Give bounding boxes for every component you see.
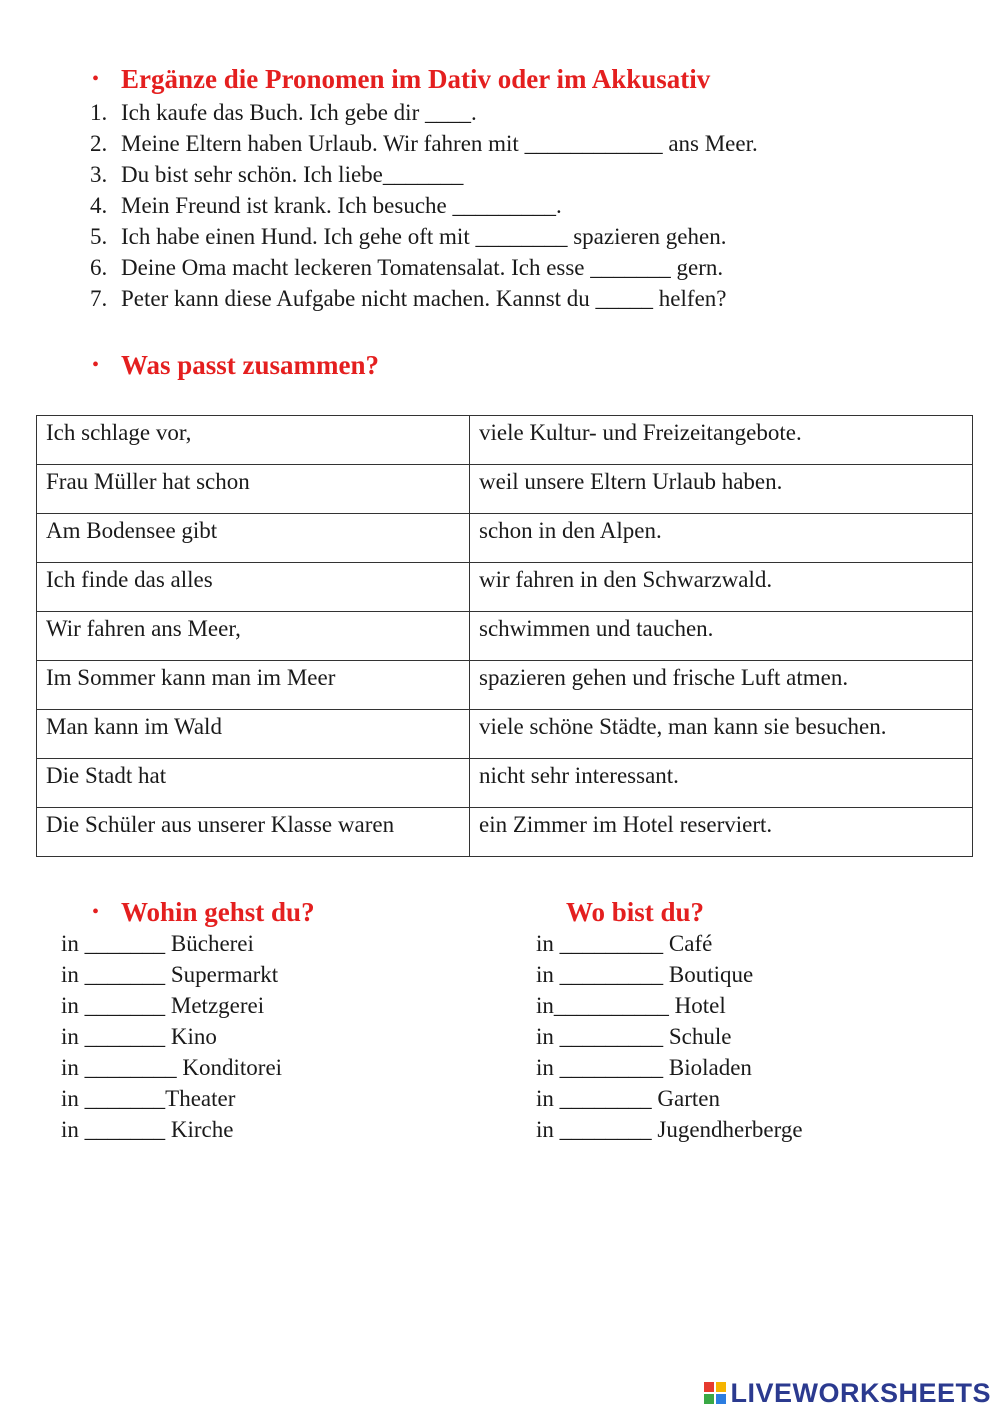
table-cell-left: Die Schüler aus unserer Klasse waren [37,808,470,857]
wo-item: in__________ Hotel [536,993,726,1018]
table-row [37,563,973,612]
table-row [37,514,973,563]
section1-bullet: • [92,68,100,90]
wohin-item: in _______ Kirche [61,1117,234,1142]
section1-title: Ergänze die Pronomen im Dativ oder im Akkusativ [121,64,711,94]
table-cell-right: schon in den Alpen. [470,514,973,563]
wohin-item: in _______ Metzgerei [61,993,265,1018]
section2-bullet: • [92,354,100,376]
wohin-item: in ________ Konditorei [61,1055,283,1080]
logo-text: LIVEWORKSHEETS [730,1377,991,1408]
section3-title-left: Wohin gehst du? [121,897,315,927]
table-cell-right: weil unsere Eltern Urlaub haben. [470,465,973,514]
exercise-number: 3. [90,162,108,187]
exercise-item [90,283,726,314]
table-row [37,808,973,857]
table-cell-right: wir fahren in den Schwarzwald. [470,563,973,612]
table-row [37,710,973,759]
exercise-text: Peter kann diese Aufgabe nicht machen. Kannst du _____ helfen? [121,286,727,311]
table-row [37,661,973,710]
wo-item: in _________ Bioladen [536,1055,752,1080]
section2-title: Was passt zusammen? [121,350,380,380]
exercise-text: Ich habe einen Hund. Ich gehe oft mit ________ spazieren gehen. [121,224,727,249]
exercise-item [90,159,463,190]
exercise-number: 5. [90,224,108,249]
exercise-item [90,128,758,159]
table-row [37,759,973,808]
wohin-item: in _______Theater [61,1086,236,1111]
wo-item: in _________ Boutique [536,962,754,987]
liveworksheets-logo [704,1379,991,1407]
exercise-number: 1. [90,100,108,125]
table-row [37,612,973,661]
exercise-text: Mein Freund ist krank. Ich besuche _________. [121,193,562,218]
table-cell-left: Wir fahren ans Meer, [37,612,470,661]
table-cell-right: schwimmen und tauchen. [470,612,973,661]
exercise-number: 4. [90,193,108,218]
matching-table [36,415,973,857]
logo-square [704,1394,714,1404]
logo-square [716,1382,726,1392]
wo-item: in _________ Schule [536,1024,732,1049]
exercise-number: 7. [90,286,108,311]
exercise-text: Du bist sehr schön. Ich liebe_______ [121,162,464,187]
wo-item: in ________ Jugendherberge [536,1117,803,1142]
exercise-text: Meine Eltern haben Urlaub. Wir fahren mit ____________ ans Meer. [121,131,758,156]
wo-item: in _________ Café [536,931,713,956]
exercise-number: 6. [90,255,108,280]
exercise-text: Ich kaufe das Buch. Ich gebe dir ____. [121,100,477,125]
table-cell-left: Die Stadt hat [37,759,470,808]
exercise-item [90,221,726,252]
table-cell-left: Ich finde das alles [37,563,470,612]
exercise-item [90,190,562,221]
section3-title-right: Wo bist du? [566,897,705,927]
table-cell-right: spazieren gehen und frische Luft atmen. [470,661,973,710]
exercise-item [90,252,723,283]
table-row [37,465,973,514]
wohin-item: in _______ Kino [61,1024,217,1049]
wohin-item: in _______ Supermarkt [61,962,279,987]
wo-item: in ________ Garten [536,1086,720,1111]
table-cell-left: Am Bodensee gibt [37,514,470,563]
logo-square [716,1394,726,1404]
wohin-item: in _______ Bücherei [61,931,254,956]
logo-mark-icon [704,1382,726,1404]
exercise-text: Deine Oma macht leckeren Tomatensalat. Ich esse _______ gern. [121,255,724,280]
table-cell-right: viele schöne Städte, man kann sie besuchen. [470,710,973,759]
table-cell-left: Frau Müller hat schon [37,465,470,514]
table-cell-left: Ich schlage vor, [37,416,470,465]
table-cell-left: Im Sommer kann man im Meer [37,661,470,710]
table-row [37,416,973,465]
table-cell-right: ein Zimmer im Hotel reserviert. [470,808,973,857]
table-cell-left: Man kann im Wald [37,710,470,759]
logo-square [704,1382,714,1392]
table-cell-right: viele Kultur- und Freizeitangebote. [470,416,973,465]
table-cell-right: nicht sehr interessant. [470,759,973,808]
exercise-item [90,97,477,128]
exercise-number: 2. [90,131,108,156]
section3-bullet: • [92,901,100,923]
